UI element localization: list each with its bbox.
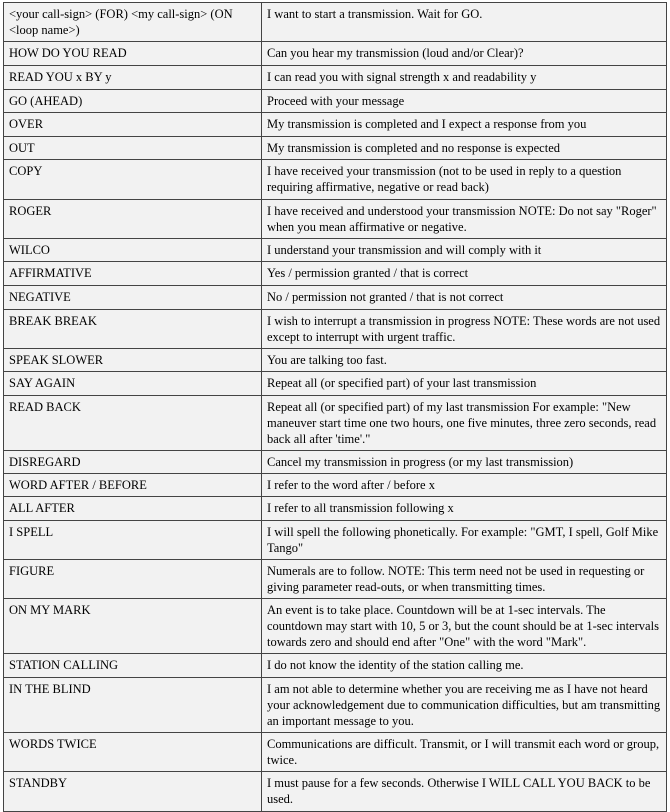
meaning-cell: I have received your transmission (not to be used in reply to a question requiring affirmative, negative or read back) [262,160,666,200]
table-row [4,521,666,560]
term-cell: ALL AFTER [4,497,262,521]
meaning-cell: I refer to all transmission following x [262,497,666,521]
meaning-cell: I refer to the word after / before x [262,474,666,497]
meaning-cell: Can you hear my transmission (loud and/or Clear)? [262,42,666,66]
term-cell: DISREGARD [4,451,262,474]
term-cell: READ BACK [4,396,262,451]
table-row [4,3,666,42]
meaning-cell: Repeat all (or specified part) of my last transmission For example: "New maneuver start time one two hours, one five minutes, three zero seconds, read back all after 'time'." [262,396,666,451]
term-cell: SAY AGAIN [4,372,262,396]
meaning-cell: Yes / permission granted / that is correct [262,262,666,286]
table-row [4,262,666,286]
term-cell: AFFIRMATIVE [4,262,262,286]
table-row [4,372,666,396]
meaning-cell: No / permission not granted / that is not correct [262,286,666,310]
table-row [4,733,666,772]
term-cell: FIGURE [4,560,262,599]
term-cell: BREAK BREAK [4,310,262,349]
meaning-cell: I can read you with signal strength x and readability y [262,66,666,90]
term-cell: WORD AFTER / BEFORE [4,474,262,497]
table-row [4,160,666,200]
table-row [4,497,666,521]
term-cell: WILCO [4,239,262,262]
table-body [4,3,666,811]
table-row [4,772,666,811]
table-row [4,678,666,733]
meaning-cell: I must pause for a few seconds. Otherwise I WILL CALL YOU BACK to be used. [262,772,666,811]
meaning-cell: You are talking too fast. [262,349,666,372]
table-row [4,137,666,160]
table-row [4,90,666,113]
term-cell: COPY [4,160,262,200]
meaning-cell: Cancel my transmission in progress (or my last transmission) [262,451,666,474]
term-cell: NEGATIVE [4,286,262,310]
meaning-cell: Communications are difficult. Transmit, or I will transmit each word or group, twice. [262,733,666,772]
meaning-cell: Numerals are to follow. NOTE: This term need not be used in requesting or giving parameter read-outs, or when transmitting times. [262,560,666,599]
term-cell: HOW DO YOU READ [4,42,262,66]
table-row [4,560,666,599]
term-cell: ON MY MARK [4,599,262,654]
table-row [4,200,666,239]
table-row [4,239,666,262]
table-row [4,113,666,137]
term-cell: STANDBY [4,772,262,811]
radio-procedure-table [3,2,667,812]
meaning-cell: Proceed with your message [262,90,666,113]
term-cell: OUT [4,137,262,160]
meaning-cell: My transmission is completed and I expect a response from you [262,113,666,137]
table-row [4,474,666,497]
meaning-cell: I want to start a transmission. Wait for GO. [262,3,666,42]
term-cell: <your call-sign> (FOR) <my call-sign> (ON <loop name>) [4,3,262,42]
table-row [4,451,666,474]
term-cell: WORDS TWICE [4,733,262,772]
meaning-cell: Repeat all (or specified part) of your last transmission [262,372,666,396]
meaning-cell: I am not able to determine whether you are receiving me as I have not heard your acknowledgement due to communication difficulties, but am transmitting an important message to you. [262,678,666,733]
term-cell: STATION CALLING [4,654,262,678]
table-row [4,599,666,654]
meaning-cell: I will spell the following phonetically. For example: "GMT, I spell, Golf Mike Tango" [262,521,666,560]
meaning-cell: My transmission is completed and no response is expected [262,137,666,160]
table-row [4,396,666,451]
table-row [4,310,666,349]
meaning-cell: An event is to take place. Countdown will be at 1-sec intervals. The countdown may start with 10, 5 or 3, but the count should be at 1-sec intervals towards zero and should end after "One" with the word "Mark". [262,599,666,654]
table-row [4,349,666,372]
term-cell: IN THE BLIND [4,678,262,733]
term-cell: ROGER [4,200,262,239]
meaning-cell: I wish to interrupt a transmission in progress NOTE: These words are not used except to interrupt with urgent traffic. [262,310,666,349]
table-row [4,42,666,66]
table-row [4,286,666,310]
meaning-cell: I do not know the identity of the station calling me. [262,654,666,678]
meaning-cell: I have received and understood your transmission NOTE: Do not say "Roger" when you mean affirmative or negative. [262,200,666,239]
table-row [4,654,666,678]
term-cell: GO (AHEAD) [4,90,262,113]
term-cell: READ YOU x BY y [4,66,262,90]
term-cell: OVER [4,113,262,137]
meaning-cell: I understand your transmission and will comply with it [262,239,666,262]
table-row [4,66,666,90]
term-cell: I SPELL [4,521,262,560]
term-cell: SPEAK SLOWER [4,349,262,372]
